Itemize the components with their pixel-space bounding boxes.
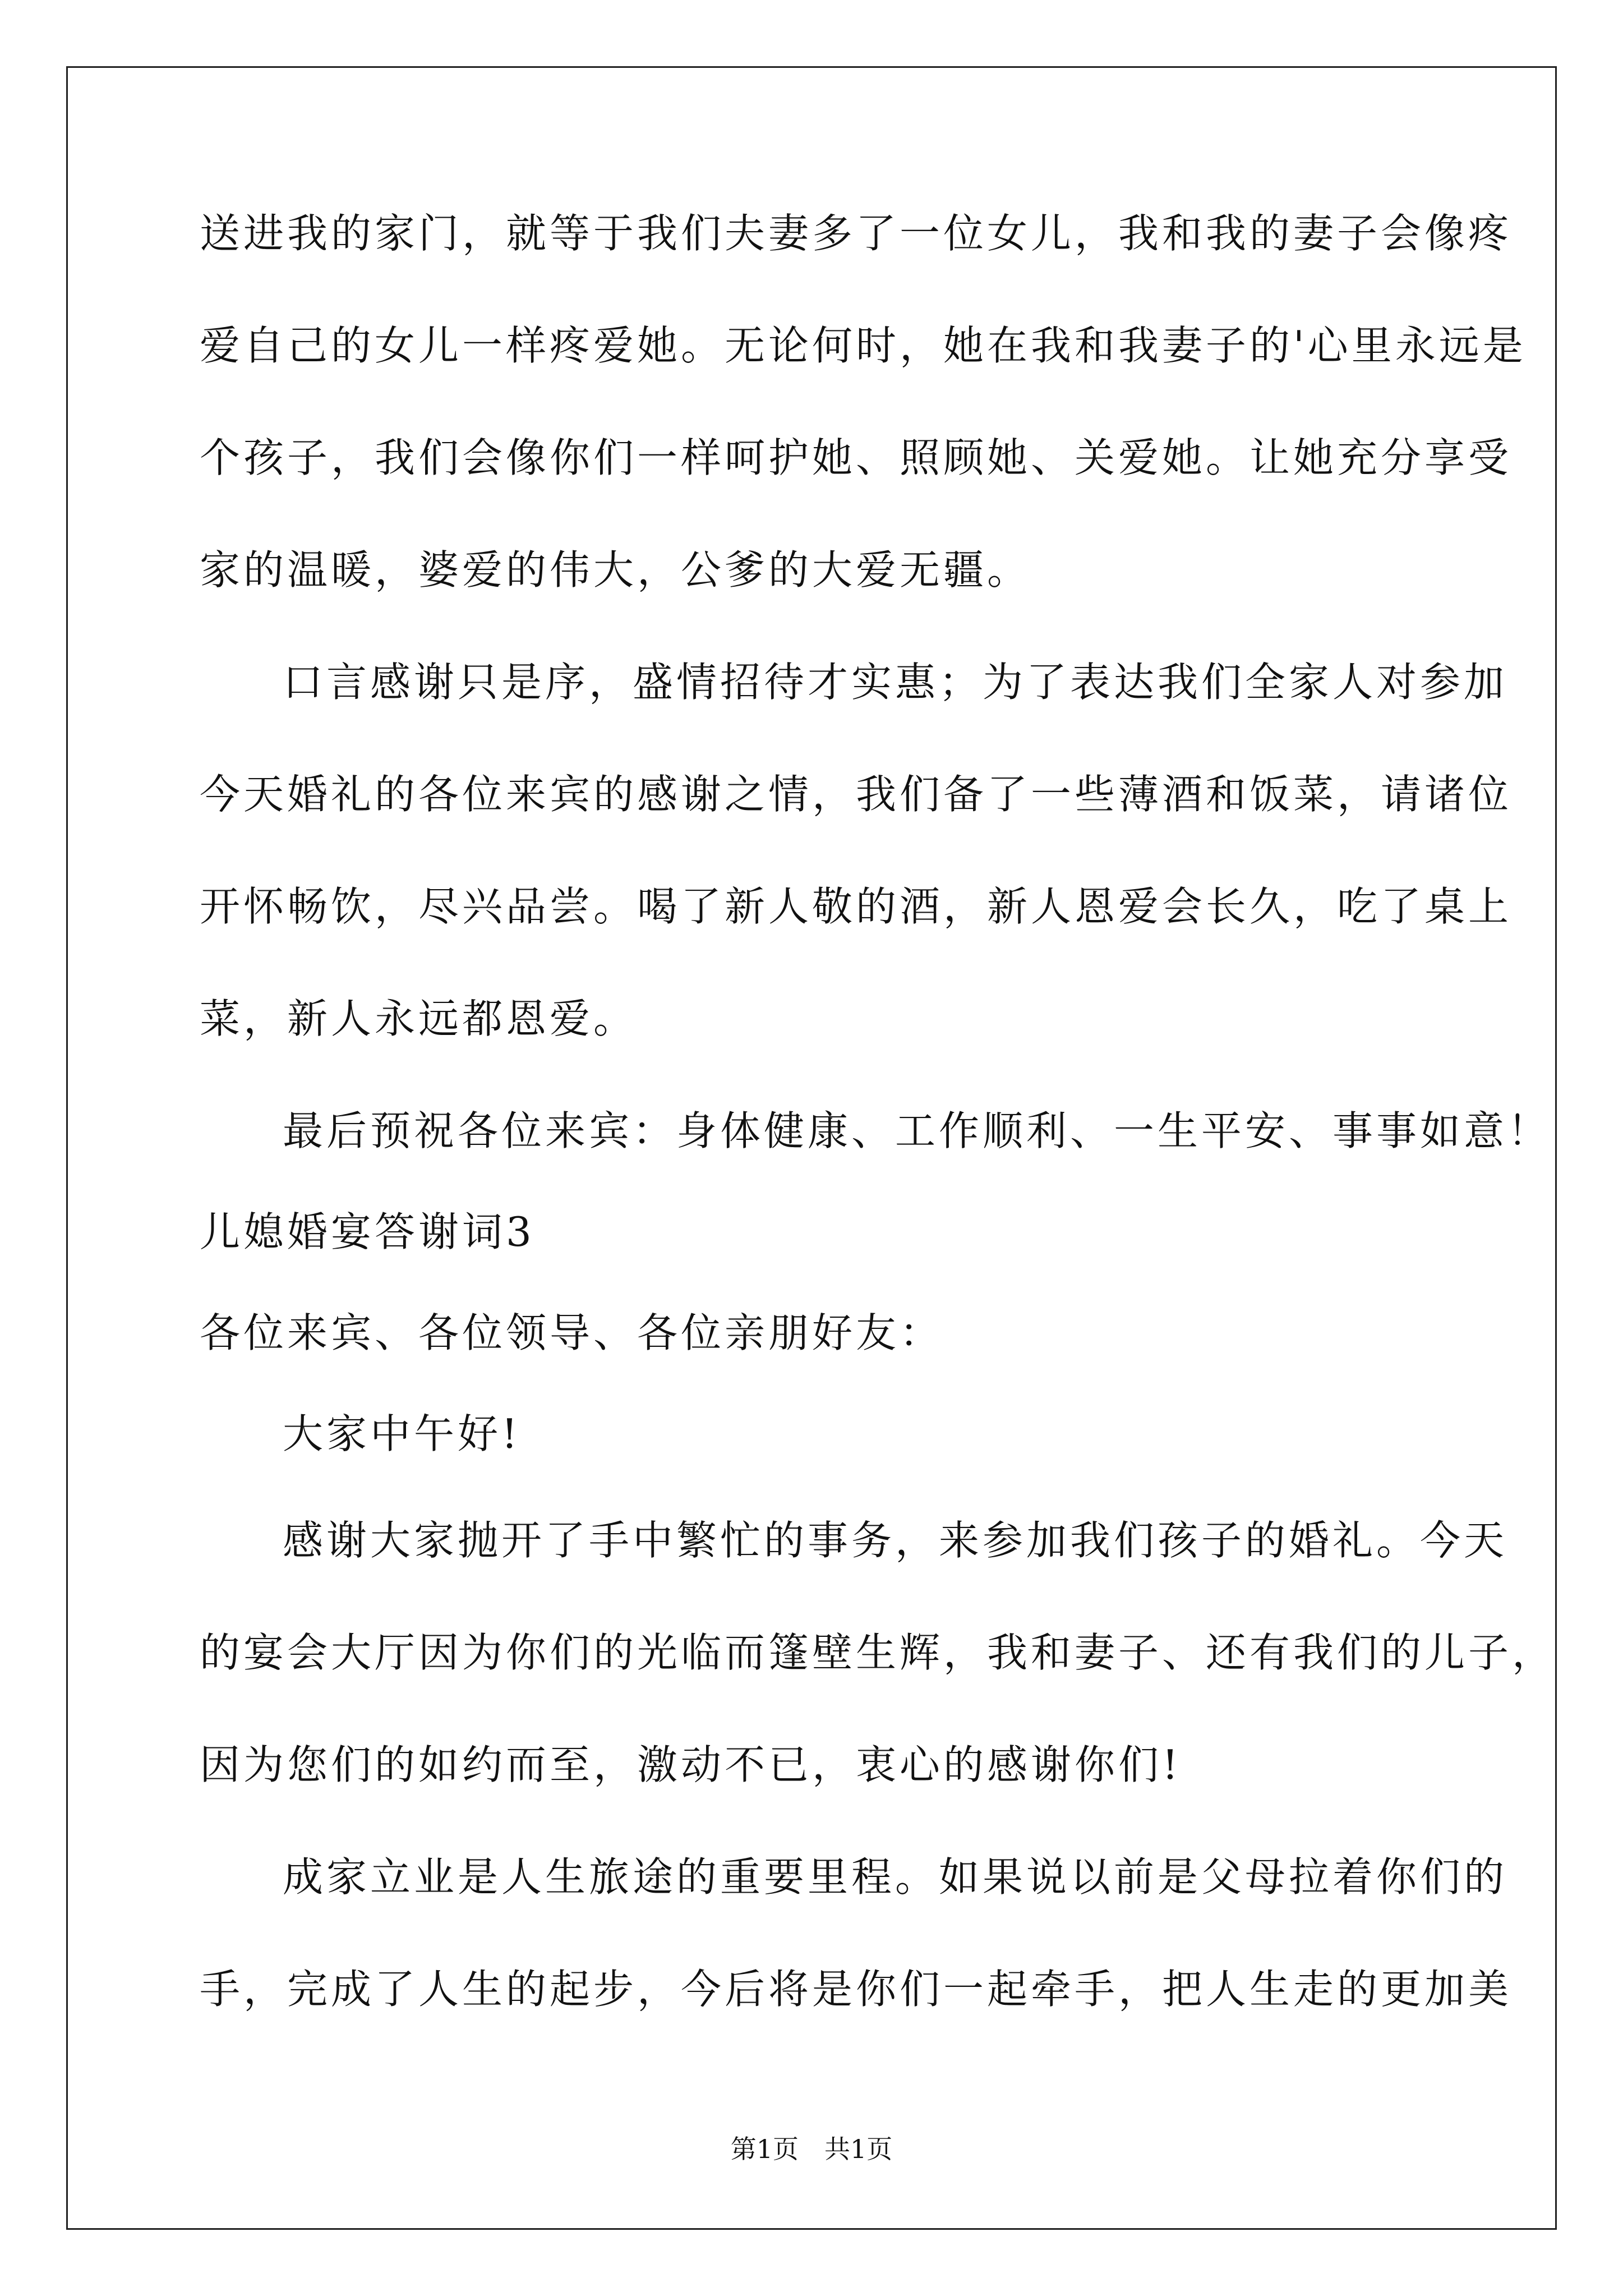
body-line: 爱自己的女儿一样疼爱她。无论何时，她在我和我妻子的'心里永远是	[200, 322, 1527, 369]
body-line: 个孩子，我们会像你们一样呵护她、照顾她、关爱她。让她充分享受	[200, 434, 1513, 481]
body-line: 手，完成了人生的起步，今后将是你们一起牵手，把人生走的更加美	[200, 1966, 1513, 2013]
paragraph-first-line: 成家立业是人生旅途的重要里程。如果说以前是父母拉着你们的	[283, 1853, 1508, 1901]
body-line: 今天婚礼的各位来宾的感谢之情，我们备了一些薄酒和饭菜，请诸位	[200, 771, 1513, 818]
body-line: 送进我的家门，就等于我们夫妻多了一位女儿，我和我的妻子会像疼	[200, 210, 1513, 257]
page-number: 第1页 共1页	[730, 2134, 893, 2164]
section-heading: 儿媳婚宴答谢词3	[200, 1208, 535, 1255]
salutation: 各位来宾、各位领导、各位亲朋好友：	[200, 1309, 944, 1356]
paragraph-first-line: 口言感谢只是序，盛情招待才实惠；为了表达我们全家人对参加	[283, 659, 1508, 706]
body-line: 开怀畅饮，尽兴品尝。喝了新人敬的酒，新人恩爱会长久，吃了桌上	[200, 883, 1513, 930]
body-line: 家的温暖，婆爱的伟大，公爹的大爱无疆。	[200, 546, 1031, 593]
paragraph-first-line: 最后预祝各位来宾：身体健康、工作顺利、一生平安、事事如意！	[283, 1107, 1552, 1154]
body-line: 因为您们的如约而至，激动不已，衷心的感谢你们!	[200, 1741, 1182, 1788]
body-line: 菜，新人永远都恩爱。	[200, 995, 638, 1042]
greeting: 大家中午好!	[283, 1410, 521, 1457]
body-line: 的宴会大厅因为你们的光临而篷壁生辉，我和妻子、还有我们的儿子，	[200, 1629, 1556, 1676]
paragraph-first-line: 感谢大家抛开了手中繁忙的事务，来参加我们孩子的婚礼。今天	[283, 1517, 1508, 1564]
